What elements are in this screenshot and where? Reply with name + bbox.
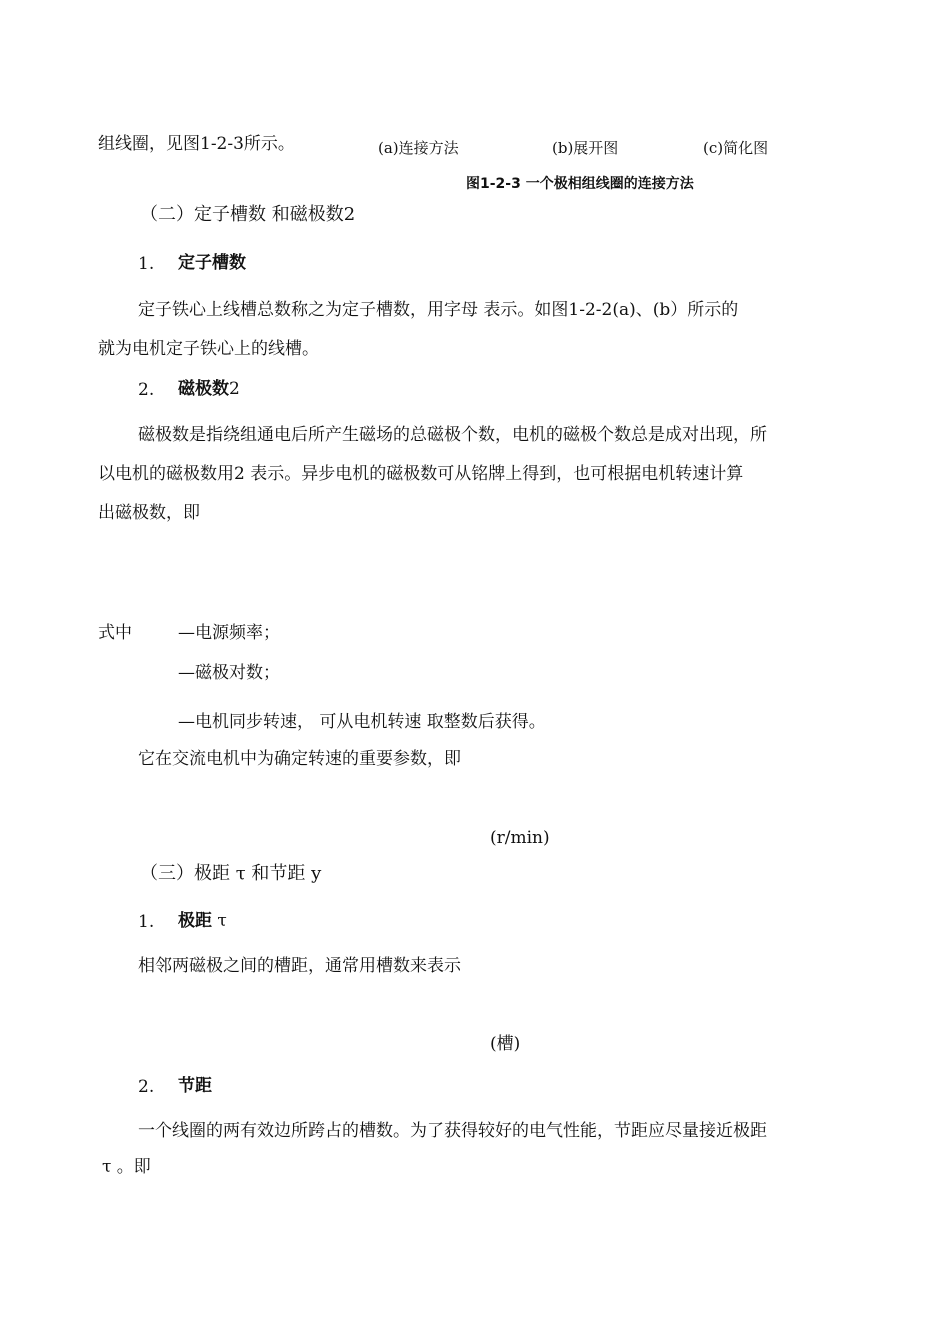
intro-tail: 组线圈，见图1-2-3所示。 — [98, 134, 295, 154]
s3-item1-title-text: 极距 — [178, 911, 212, 931]
s3-item2-paragraph-line2: τ 。即 — [102, 1157, 151, 1177]
figure-caption: 图1-2-3 一个极相组线圈的连接方法 — [466, 176, 694, 192]
where-label: 式中 — [98, 623, 132, 643]
s2-item2-number: 2. — [138, 380, 155, 400]
s3-item1-title — [178, 911, 227, 931]
section2-heading: （二）定子槽数 和磁极数2 — [140, 204, 356, 225]
s2-item1-number: 1. — [138, 254, 155, 274]
section3-heading: （三）极距 τ 和节距 y — [140, 863, 322, 884]
s2-item2-paragraph-line2: 以电机的磁极数用2 表示。异步电机的磁极数可从铭牌上得到，也可根据电机转速计算 — [98, 464, 744, 484]
figure-label-b: (b)展开图 — [552, 139, 619, 157]
s2-item1-title: 定子槽数 — [178, 253, 246, 273]
paragraph-after-definitions: 它在交流电机中为确定转速的重要参数，即 — [138, 749, 461, 769]
s2-item2-paragraph-line3: 出磁极数，即 — [98, 503, 200, 523]
s2-item2-title — [178, 379, 240, 399]
s3-item1-paragraph: 相邻两磁极之间的槽距，通常用槽数来表示 — [138, 956, 461, 976]
s2-item2-paragraph-line1: 磁极数是指绕组通电后所产生磁场的总磁极个数，电机的磁极个数总是成对出现，所 — [138, 425, 767, 445]
s2-item2-title-suffix: 2 — [229, 379, 240, 399]
s3-item2-number: 2. — [138, 1077, 155, 1097]
unit-speed: (r/min) — [490, 828, 550, 848]
s2-item1-paragraph-line1: 定子铁心上线槽总数称之为定子槽数，用字母 表示。如图1-2-2(a)、(b）所示的 — [138, 300, 739, 320]
figure-label-a: (a)连接方法 — [378, 139, 459, 157]
s3-item2-title: 节距 — [178, 1076, 212, 1096]
definition-sync-speed: —电机同步转速， 可从电机转速 取整数后获得。 — [178, 712, 546, 732]
s2-item1-paragraph-line2: 就为电机定子铁心上的线槽。 — [98, 339, 319, 359]
s3-item1-title-suffix: τ — [212, 911, 227, 931]
definition-frequency: —电源频率； — [178, 623, 280, 643]
s2-item2-title-text: 磁极数 — [178, 379, 229, 399]
unit-slot: (槽) — [490, 1034, 521, 1054]
s3-item2-paragraph-line1: 一个线圈的两有效边所跨占的槽数。为了获得较好的电气性能，节距应尽量接近极距 — [138, 1121, 767, 1141]
figure-label-c: (c)简化图 — [703, 139, 769, 157]
s3-item1-number: 1. — [138, 912, 155, 932]
definition-pole-pairs: —磁极对数； — [178, 663, 280, 683]
